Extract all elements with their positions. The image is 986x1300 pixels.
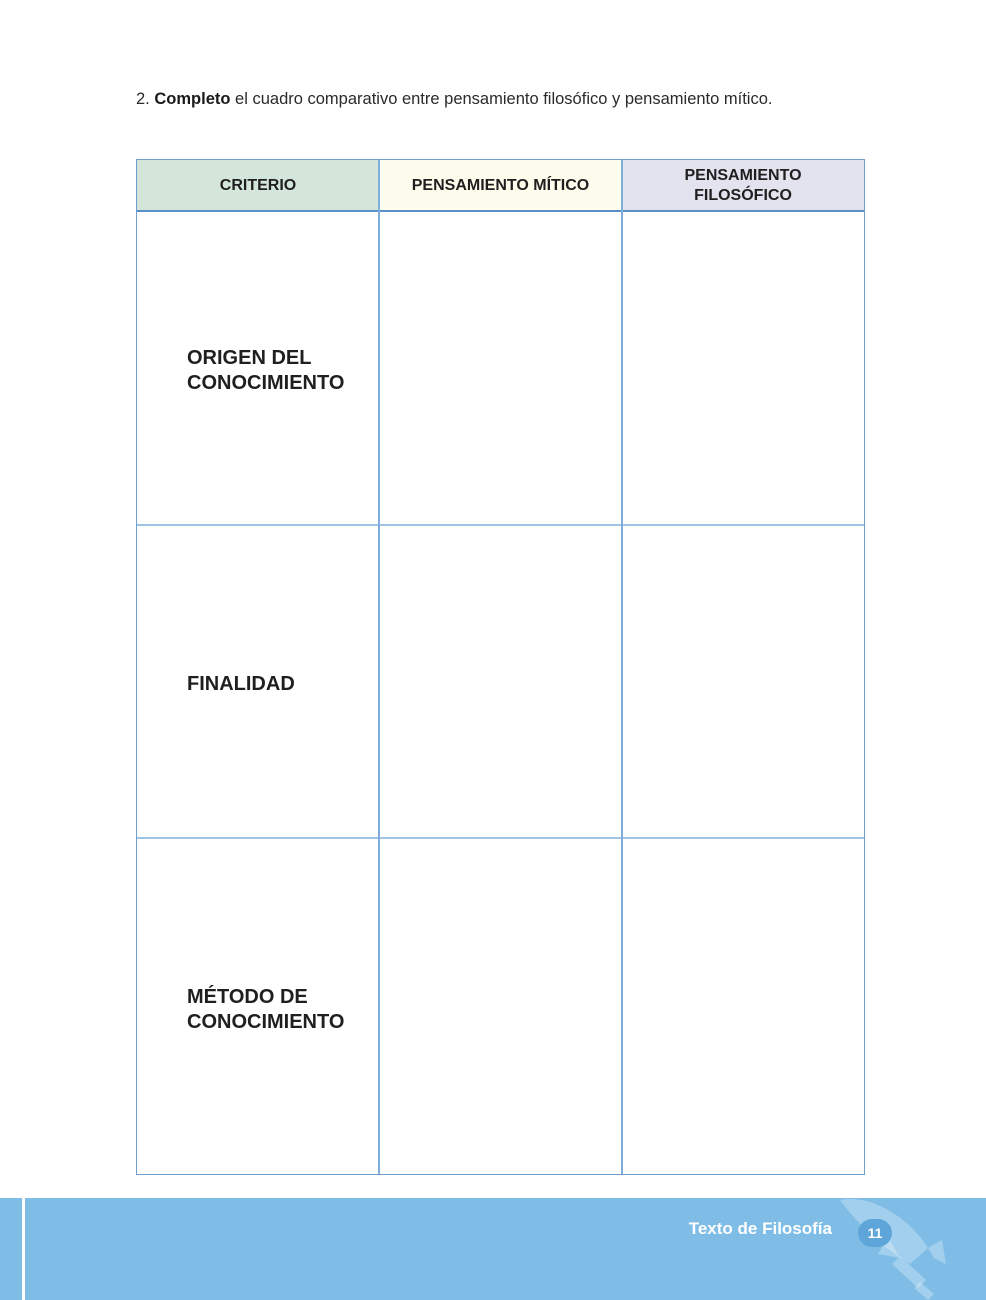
activity-verb: Completo	[154, 90, 231, 108]
answer-cell-finalidad-filosofico[interactable]	[623, 526, 864, 837]
rocket-icon	[830, 1198, 986, 1300]
header-criterio: CRITERIO	[137, 160, 379, 211]
activity-text: el cuadro comparativo entre pensamiento filosófico y pensamiento mítico.	[230, 90, 773, 108]
answer-cell-finalidad-mitico[interactable]	[380, 526, 621, 837]
row-label-metodo: MÉTODO DE CONOCIMIENTO	[187, 986, 345, 1033]
answer-cell-origen-mitico[interactable]	[380, 212, 621, 524]
answer-cell-metodo-filosofico[interactable]	[623, 839, 864, 1173]
header-pensamiento-mitico: PENSAMIENTO MÍTICO	[379, 160, 622, 211]
activity-instruction	[136, 90, 772, 109]
activity-number: 2.	[136, 90, 150, 108]
row-label-finalidad: FINALIDAD	[187, 673, 295, 695]
page-number: 11	[858, 1219, 892, 1247]
answer-cell-metodo-mitico[interactable]	[380, 839, 621, 1173]
page-footer	[0, 1198, 986, 1300]
answer-cell-origen-filosofico[interactable]	[623, 212, 864, 524]
comparison-table	[136, 159, 865, 1175]
book-title: Texto de Filosofía	[688, 1219, 832, 1238]
row-label-origen: ORIGEN DEL CONOCIMIENTO	[187, 347, 345, 394]
header-pensamiento-filosofico: PENSAMIENTO FILOSÓFICO	[622, 160, 864, 211]
footer-stripe	[22, 1198, 25, 1300]
